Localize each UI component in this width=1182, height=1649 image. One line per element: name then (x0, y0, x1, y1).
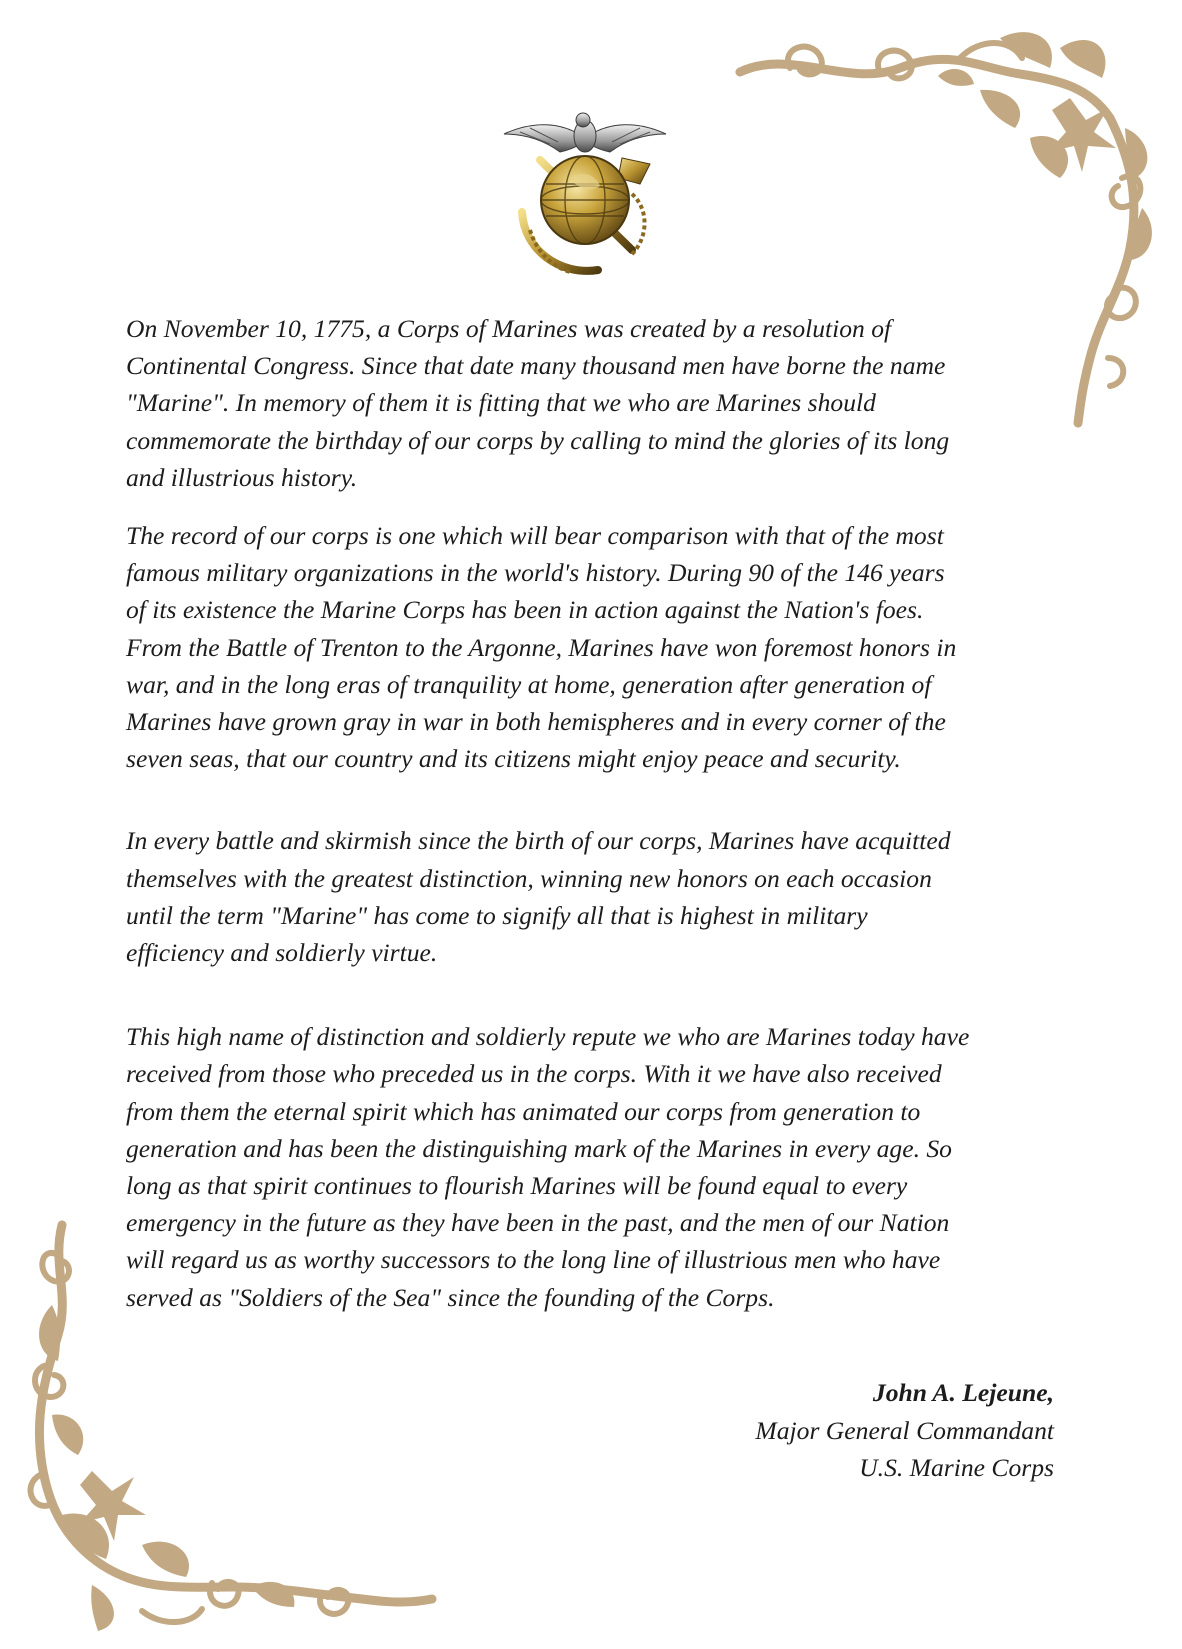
signatory-title: Major General Commandant (755, 1415, 1054, 1445)
eagle-globe-anchor-icon (500, 100, 670, 285)
signature-block (534, 1374, 1054, 1487)
signatory-name: John A. Lejeune, (872, 1378, 1054, 1407)
paragraph-record: The record of our corps is one which will bear comparison with that of the most famous military organizations in the world's history. During 90 of the 146 years of its existence the Marine Corps has been in action against the Nation's foes. From the Battle of Trenton to the Argonne, Marines have won foremost honors in war, and in the long eras of tranquility at home, generation after generation of Marines have grown gray in war in both hemispheres and in every corner of the seven seas, that our country and its citizens might enjoy peace and security. (126, 521, 957, 774)
letter-body (126, 310, 1071, 1316)
paragraph-battles: In every battle and skirmish since the birth of our corps, Marines have acquitted themselves with the greatest distinction, winning new honors on each occasion until the term "Marine" has come to signify all that is highest in military efficiency and soldierly virtue. (126, 826, 951, 968)
corner-ornament-bottom-left-icon (22, 1215, 442, 1635)
paragraph-spirit: This high name of distinction and soldierly repute we who are Marines today have received from those who preceded us in the corps. With it we have also received from them the eternal spirit which has animated our corps from generation to generation and has been the distinguishing mark of the Marines in every age. So long as that spirit continues to flourish Marines will be found equal to every emergency in the future as they have been in the past, and the men of our Nation will regard us as worthy successors to the long line of illustrious men who have served as "Soldiers of the Sea" since the founding of the Corps. (126, 1022, 970, 1312)
signatory-organization: U.S. Marine Corps (859, 1453, 1054, 1482)
paragraph-founding: On November 10, 1775, a Corps of Marines was created by a resolution of Continental Congress. Since that date many thousand men have borne the name "Marine". In memory of them it is fitting that we who are Marines should commemorate the birthday of our corps by calling to mind the glories of its long and illustrious history. (126, 314, 950, 492)
